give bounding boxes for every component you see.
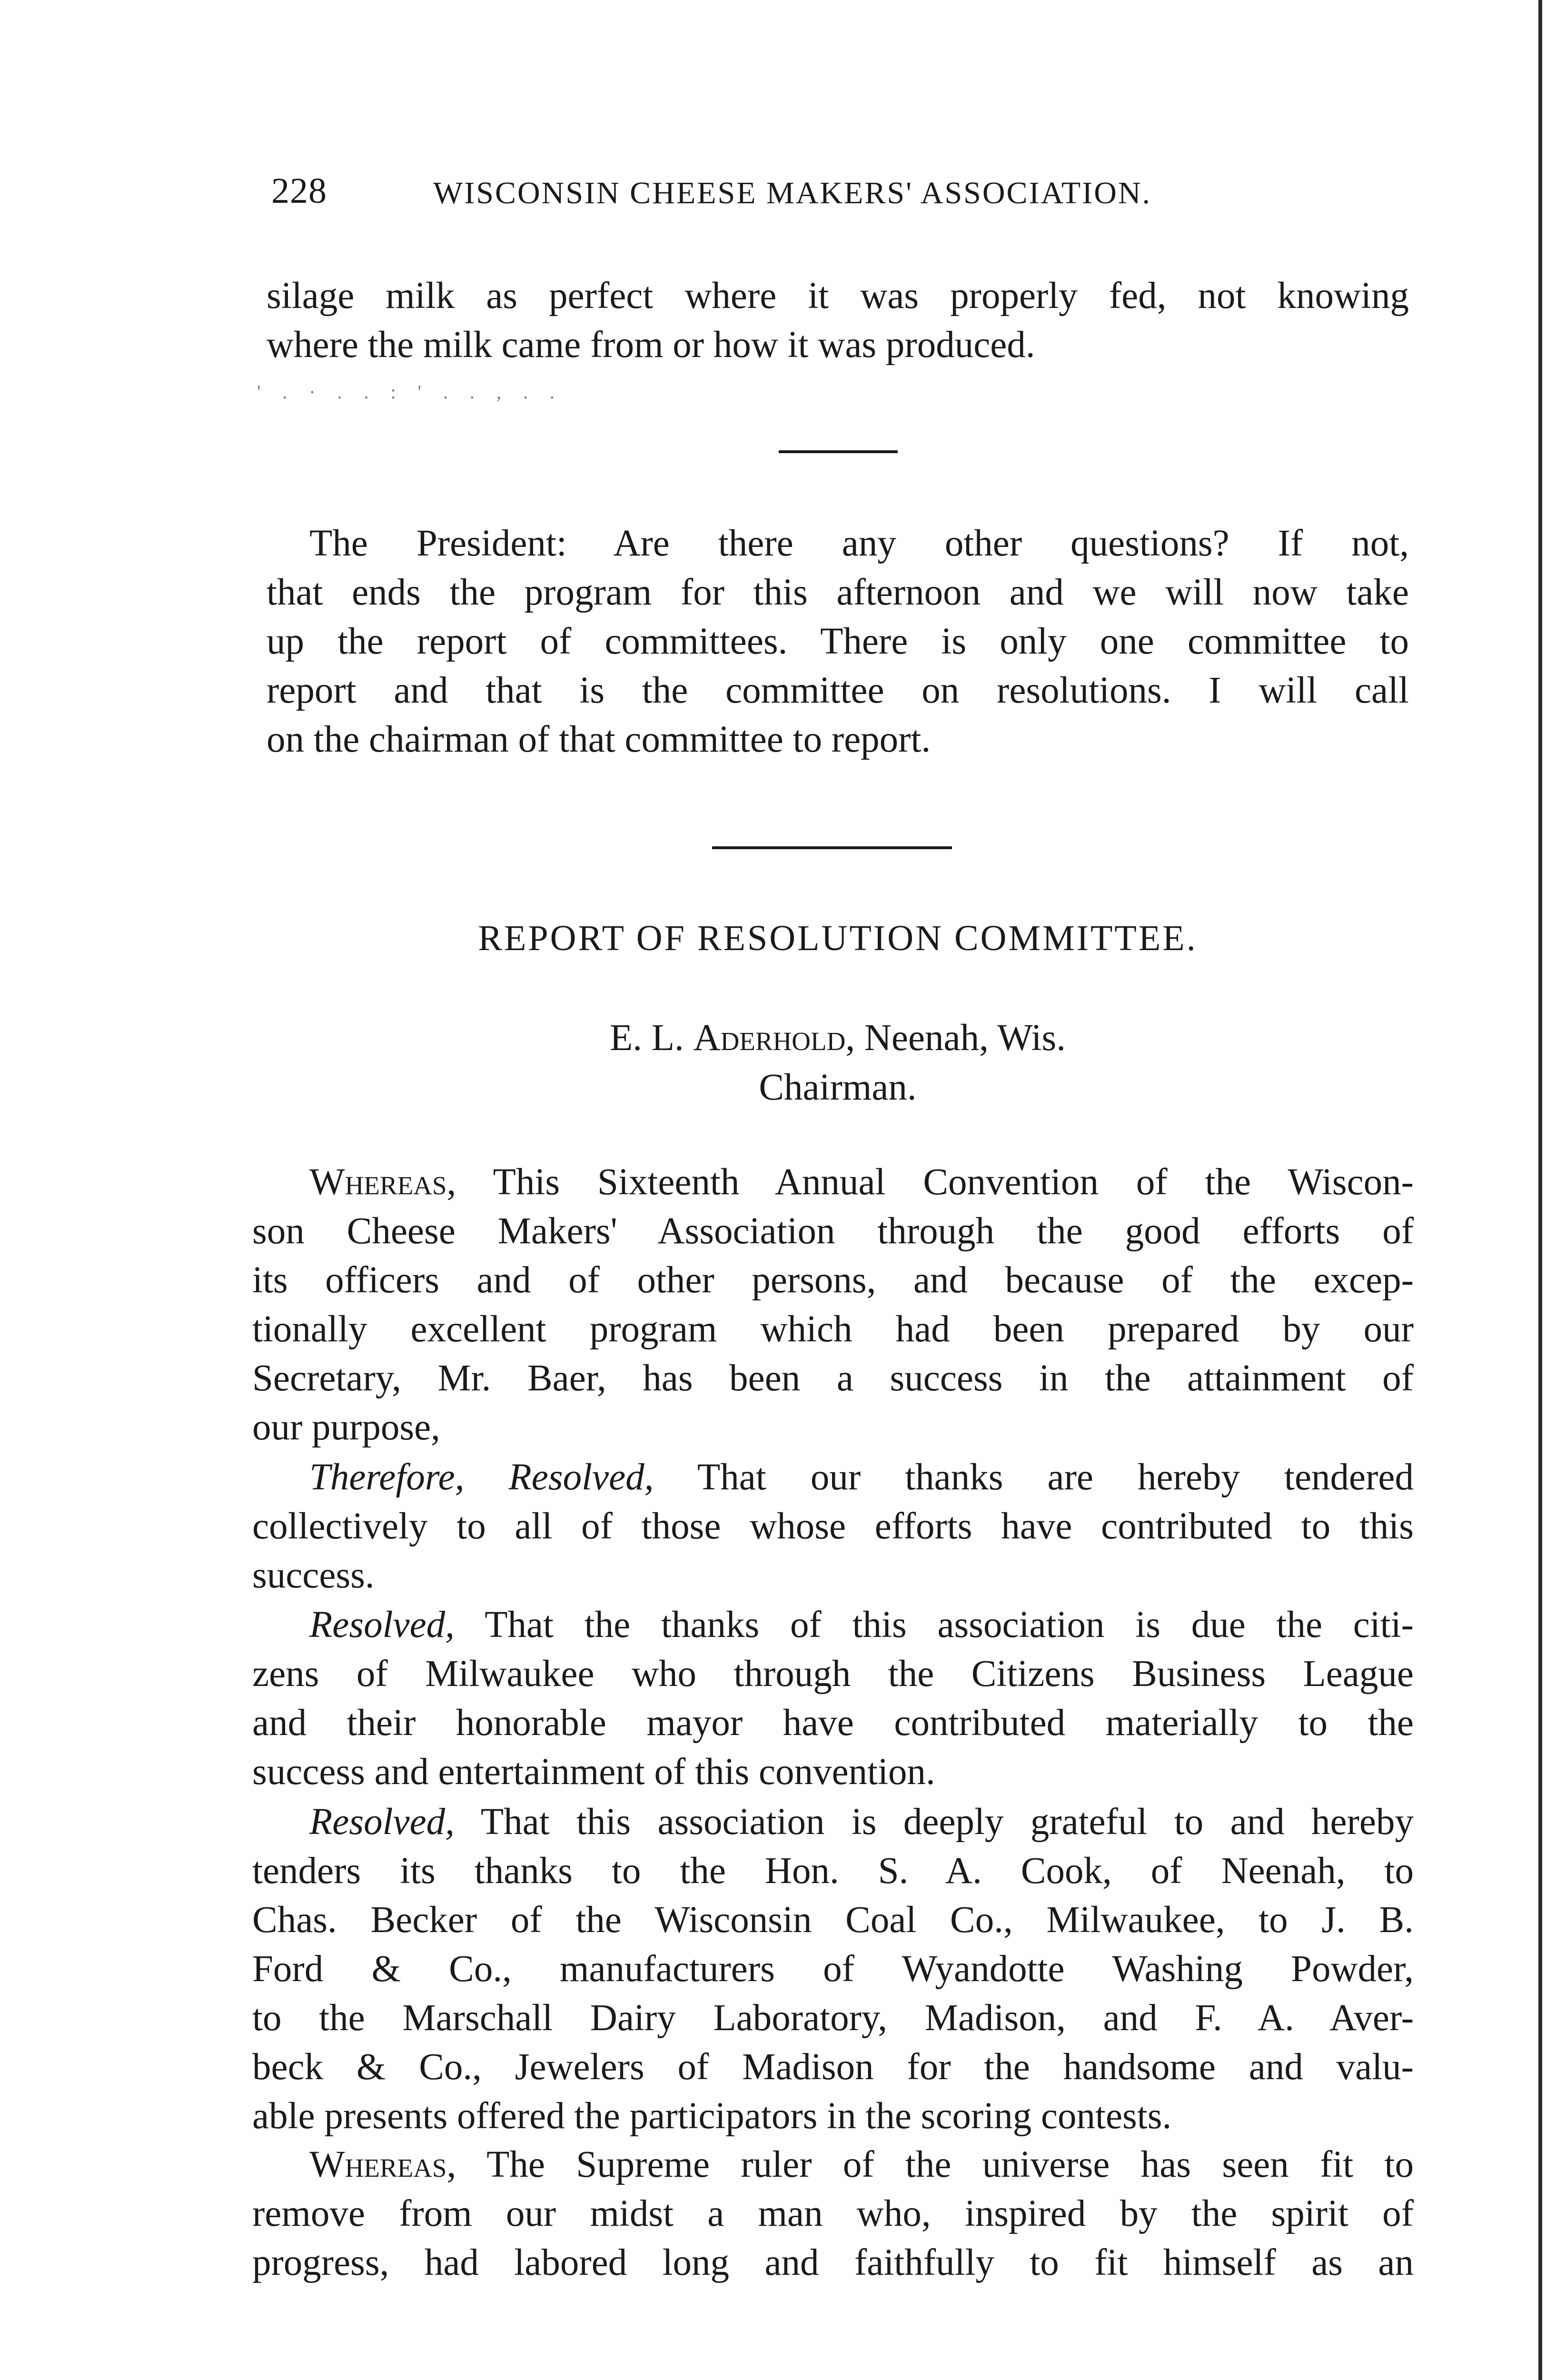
text-line: son Cheese Makers' Association through the good efforts of bbox=[252, 1210, 1414, 1252]
text-line: The President: Are there any other questions? If not, bbox=[309, 523, 1409, 564]
text-line: Ford & Co., manufacturers of Wyandotte Washing Powder, bbox=[252, 1948, 1414, 1990]
text-line: Whereas, This Sixteenth Annual Convention of the Wiscon- bbox=[309, 1161, 1414, 1203]
lead-word: Whereas, bbox=[309, 2144, 456, 2185]
running-title: WISCONSIN CHEESE MAKERS' ASSOCIATION. bbox=[433, 176, 1152, 210]
text-line: tionally excellent program which had been prepared by our bbox=[252, 1309, 1414, 1350]
paragraph-silage bbox=[267, 271, 1409, 369]
text-line: where the milk came from or how it was produced. bbox=[267, 324, 1035, 366]
page-header bbox=[271, 170, 1414, 218]
text-line: and their honorable mayor have contributed materially to the bbox=[252, 1702, 1414, 1744]
text-line: Whereas, The Supreme ruler of the universe has seen fit to bbox=[309, 2144, 1414, 2185]
text-line: up the report of committees. There is only one committee to bbox=[267, 621, 1409, 662]
page-number: 228 bbox=[271, 171, 327, 211]
scan-edge-right bbox=[1538, 0, 1542, 2380]
text-line: silage milk as perfect where it was properly fed, not knowing bbox=[267, 275, 1409, 317]
text-line: progress, had labored long and faithfully to fit himself as an bbox=[252, 2242, 1414, 2283]
resolution-whereas-convention bbox=[252, 1158, 1414, 1452]
text-line: its officers and of other persons, and because of the excep- bbox=[252, 1259, 1414, 1301]
text-line: success and entertainment of this convention. bbox=[252, 1751, 935, 1793]
divider-rule bbox=[779, 450, 898, 453]
text-line: remove from our midst a man who, inspired by the spirit of bbox=[252, 2193, 1414, 2234]
lead-word: Therefore, Resolved, bbox=[309, 1457, 654, 1498]
author-initials: E. L. bbox=[610, 1017, 694, 1059]
text-line: success. bbox=[252, 1555, 375, 1596]
text-line: report and that is the committee on resolutions. I will call bbox=[267, 670, 1409, 711]
text-line: able presents offered the participators in the scoring contests. bbox=[252, 2095, 1172, 2137]
text-line: our purpose, bbox=[252, 1407, 440, 1448]
lead-word: Resolved, bbox=[309, 1801, 455, 1843]
author-surname: Aderhold bbox=[693, 1017, 846, 1059]
section-heading: REPORT OF RESOLUTION COMMITTEE. bbox=[478, 918, 1198, 958]
resolution-thanks bbox=[252, 1797, 1414, 2141]
divider-rule bbox=[712, 846, 952, 849]
text-line: to the Marschall Dairy Laboratory, Madison, and F. A. Aver- bbox=[252, 1997, 1414, 2039]
text-line: on the chairman of that committee to report. bbox=[267, 719, 931, 760]
resolution-therefore bbox=[252, 1453, 1414, 1600]
text-line: Resolved, That this association is deeply grateful to and hereby bbox=[309, 1801, 1414, 1843]
lead-word: Resolved, bbox=[309, 1604, 455, 1646]
resolution-milwaukee bbox=[252, 1600, 1414, 1796]
author-place: , Neenah, Wis. bbox=[845, 1017, 1066, 1059]
author-role: Chairman. bbox=[759, 1067, 917, 1108]
text-line: beck & Co., Jewelers of Madison for the handsome and valu- bbox=[252, 2046, 1414, 2088]
text-line: Secretary, Mr. Baer, has been a success in the attainment of bbox=[252, 1358, 1414, 1399]
lead-word: Whereas, bbox=[309, 1161, 456, 1203]
author-line bbox=[267, 1017, 1409, 1060]
scan-artifact: ' . · . . : ' . . , . . bbox=[257, 381, 563, 403]
paragraph-president bbox=[267, 519, 1409, 764]
resolution-whereas-supreme bbox=[252, 2140, 1414, 2287]
text-line: that ends the program for this afternoon and we will now take bbox=[267, 572, 1409, 613]
text-line: Chas. Becker of the Wisconsin Coal Co., Milwaukee, to J. B. bbox=[252, 1899, 1414, 1941]
text-line: Therefore, Resolved, That our thanks are hereby tendered bbox=[309, 1457, 1414, 1498]
text-line: tenders its thanks to the Hon. S. A. Cook, of Neenah, to bbox=[252, 1850, 1414, 1892]
text-line: zens of Milwaukee who through the Citizens Business League bbox=[252, 1653, 1414, 1695]
text-line: collectively to all of those whose efforts have contributed to this bbox=[252, 1506, 1414, 1547]
text-line: Resolved, That the thanks of this association is due the citi- bbox=[309, 1604, 1414, 1646]
